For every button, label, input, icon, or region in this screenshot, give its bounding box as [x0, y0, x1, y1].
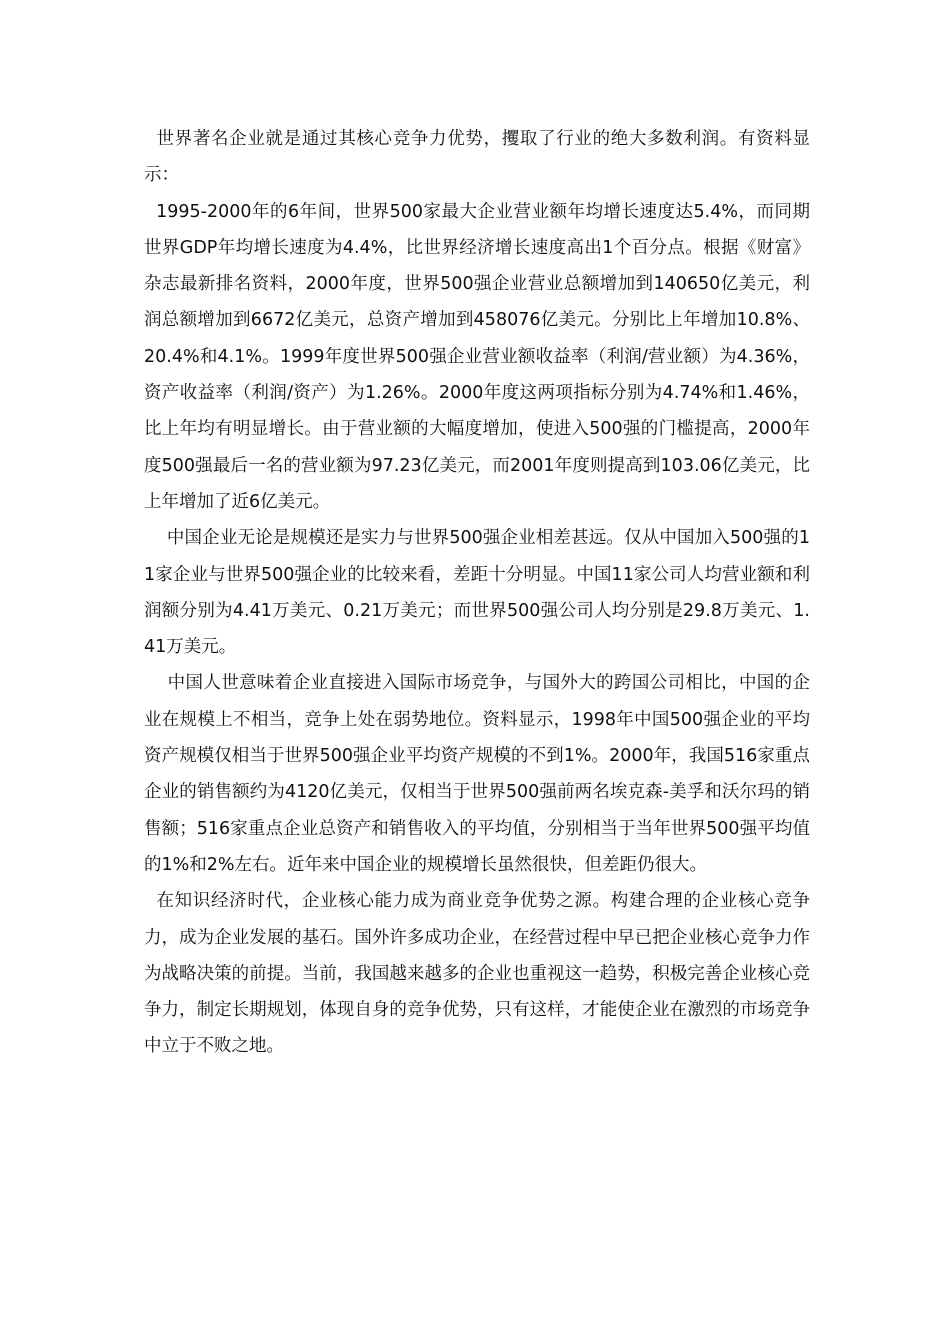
document-body: [144, 121, 810, 1065]
paragraph-knowledge-economy: 在知识经济时代，企业核心能力成为商业竞争优势之源。构建合理的企业核心竞争力，成为企业发展的基石。国外许多成功企业，在经营过程中早已把企业核心竞争力作为战略决策的前提。当前，我国越来越多的企业也重视这一趋势，积极完善企业核心竞争力，制定长期规划，体现自身的竞争优势，只有这样，才能使企业在激烈的市场竞争中立于不败之地。: [144, 891, 810, 1057]
paragraph-china-gap: 中国企业无论是规模还是实力与世界500强企业相差甚远。仅从中国加入500强的11家企业与世界500强企业的比较来看，差距十分明显。中国11家公司人均营业额和利润额分别为4.41万美元、0.21万美元；而世界500强公司人均分别是29.8万美元、1.41万美元。: [144, 528, 810, 658]
paragraph-global-500-growth: 1995-2000年的6年间，世界500家最大企业营业额年均增长速度达5.4%，而同期世界GDP年均增长速度为4.4%，比世界经济增长速度高出1个百分点。根据《财富》杂志最新排名资料，2000年度，世界500强企业营业总额增加到140650亿美元，利润总额增加到6672亿美元，总资产增加到458076亿美元。分别比上年增加10.8%、20.4%和4.1%。1999年度世界500强企业营业额收益率（利润/营业额）为4.36%，资产收益率（利润/资产）为1.26%。2000年度这两项指标分别为4.74%和1.46%，比上年均有明显增长。由于营业额的大幅度增加，使进入500强的门槛提高，2000年度500强最后一名的营业额为97.23亿美元，而2001年度则提高到103.06亿美元，比上年增加了近6亿美元。: [144, 201, 810, 512]
paragraph-wto-scale: 中国人世意味着企业直接进入国际市场竞争，与国外大的跨国公司相比，中国的企业在规模上不相当，竞争上处在弱势地位。资料显示，1998年中国500强企业的平均资产规模仅相当于世界500强企业平均资产规模的不到1%。2000年，我国516家重点企业的销售额约为4120亿美元，仅相当于世界500强前两名埃克森-美孚和沃尔玛的销售额；516家重点企业总资产和销售收入的平均值，分别相当于当年世界500强平均值的1%和2%左右。近年来中国企业的规模增长虽然很快，但差距仍很大。: [144, 673, 810, 875]
paragraph-intro: 世界著名企业就是通过其核心竞争力优势，攫取了行业的绝大多数利润。有资料显示：: [144, 129, 810, 186]
